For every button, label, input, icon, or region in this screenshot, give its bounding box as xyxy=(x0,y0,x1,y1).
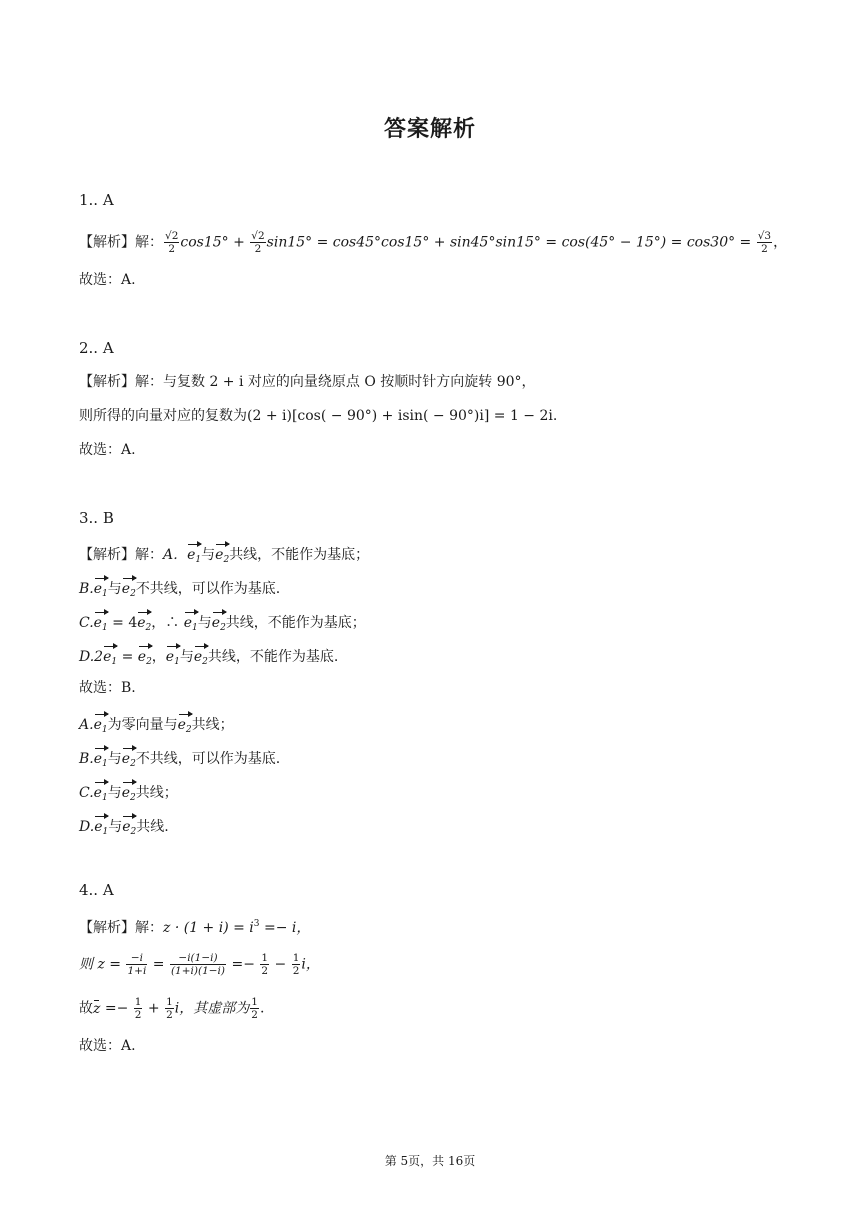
vector-e1: $e_1$ xyxy=(94,746,108,774)
vector-e1: $e_1$ xyxy=(187,542,201,570)
analysis-tag: 【解析】 xyxy=(79,374,135,390)
fraction-one-half: $\frac{1}{2}$ xyxy=(261,952,269,977)
vector-e1: $e_1$ xyxy=(94,814,108,842)
vector-e1: $e_1$ xyxy=(94,610,108,638)
analysis-tag: 【解析】 xyxy=(79,234,135,251)
z-conjugate: z xyxy=(93,1000,101,1017)
analysis-tag: 【解析】 xyxy=(79,920,135,936)
q4-line-1: 【解析】解：$z \cdot (1 + i) = i^3 =- i$， xyxy=(79,919,311,936)
vector-e1: $e_1$ xyxy=(166,644,180,672)
vector-e2: $e_2$ xyxy=(122,780,136,808)
solution-label: 解： xyxy=(135,234,163,251)
q2-heading: 2.. A xyxy=(79,339,114,357)
fraction-one-half: $\frac{1}{2}$ xyxy=(251,996,258,1021)
q2-choice: 故选：A. xyxy=(79,442,136,458)
page-footer: 第 5页，共 16页 xyxy=(384,1154,476,1168)
vector-e1: $e_1$ xyxy=(94,576,108,604)
vector-e2: $e_2$ xyxy=(194,644,208,672)
vector-e2: $e_2$ xyxy=(212,610,226,638)
analysis-tag: 【解析】 xyxy=(79,547,135,563)
vector-e2: $e_2$ xyxy=(178,712,192,740)
fraction-one-half: $\frac{1}{2}$ xyxy=(166,996,173,1021)
vector-e2: $e_2$ xyxy=(122,746,136,774)
q4-heading: 4.. A xyxy=(79,881,114,899)
vector-e2: $e_2$ xyxy=(137,610,151,638)
vector-e2: $e_2$ xyxy=(215,542,229,570)
fraction-one-half: $\frac{1}{2}$ xyxy=(134,996,142,1021)
q3-line-a: 【解析】解：A．$e_1$与$e_2$共线，不能作为基底； xyxy=(79,542,369,570)
q3-line-c: $C.e_1 = 4e_2$，∴ $e_1$与$e_2$共线，不能作为基底； xyxy=(79,610,366,638)
fraction-expanded: $\frac{-i(1-i)}{(1+i)(1-i)}$ xyxy=(170,952,226,977)
solution-label: 解： xyxy=(135,547,163,563)
vector-e2: $e_2$ xyxy=(122,814,136,842)
q1-expression: sin15° = cos45°cos15° + sin45°sin15° = cos(45° − 15°) = cos30° = xyxy=(266,234,756,251)
q3-line-d: $D.2e_1 = e_2$，$e_1$与$e_2$共线，不能作为基底. xyxy=(79,644,338,672)
q1-choice: 故选：A. xyxy=(79,272,136,288)
q3-note-b: $B.e_1$与$e_2$不共线，可以作为基底. xyxy=(79,746,280,774)
q3-choice: 故选：B. xyxy=(79,680,136,696)
fraction-sqrt2-over-2: $\frac{√2}{2}$ xyxy=(251,230,265,255)
page-title: 答案解析 xyxy=(383,117,476,142)
q1-solution-line: 【解析】解： $\frac{√2}{2}$ cos15° + $\frac{√2}{2}$ sin15° = cos45°cos15° + sin45°sin15° = cos(45° − 15°) = cos30° = $\frac{√3}{2}$ ， xyxy=(79,230,788,255)
q2-text-1: 与复数 2 + i 对应的向量绕原点 O 按顺时针方向旋转 90°， xyxy=(163,374,536,390)
q3-heading: 3.. B xyxy=(79,509,114,527)
q3-note-c: $C.e_1$与$e_2$共线； xyxy=(79,780,178,808)
fraction-one-half: $\frac{1}{2}$ xyxy=(292,952,300,977)
vector-e1: $e_1$ xyxy=(103,644,117,672)
q3-line-b: $B.e_1$与$e_2$不共线，可以作为基底. xyxy=(79,576,280,604)
q2-solution-line-2: 则所得的向量对应的复数为(2 + i)[cos( − 90°) + isin( − 90°)i] = 1 − 2i. xyxy=(79,408,558,424)
q1-term-cos: cos15° + xyxy=(180,234,250,251)
q4-line-3: 故z =− $\frac{1}{2}$ + $\frac{1}{2}$ i，其虚部为 $\frac{1}{2}$ . xyxy=(79,996,265,1021)
q3-note-d: $D.e_1$与$e_2$共线. xyxy=(79,814,169,842)
q1-heading: 1.. A xyxy=(79,191,114,209)
q2-solution-line-1 xyxy=(79,372,536,392)
q4-line-2: 则 z = $\frac{-i}{1+i}$ = $\frac{-i(1-i)}{(1+i)(1-i)}$ =− $\frac{1}{2}$ − $\frac{1}{2}$ i， xyxy=(79,952,320,977)
vector-e1: $e_1$ xyxy=(94,712,108,740)
vector-e1: $e_1$ xyxy=(184,610,198,638)
fraction-minus-i-over-1-plus-i: $\frac{-i}{1+i}$ xyxy=(127,952,147,977)
q4-choice: 故选：A. xyxy=(79,1038,136,1054)
fraction-sqrt2-over-2: $\frac{√2}{2}$ xyxy=(165,230,179,255)
vector-e2: $e_2$ xyxy=(122,576,136,604)
vector-e1: $e_1$ xyxy=(94,780,108,808)
q3-note-a: $A.e_1$为零向量与$e_2$共线； xyxy=(79,712,234,740)
vector-e2: $e_2$ xyxy=(138,644,152,672)
solution-label: 解： xyxy=(135,920,163,936)
solution-label: 解： xyxy=(135,374,163,390)
fraction-sqrt3-over-2: $\frac{√3}{2}$ xyxy=(757,230,772,255)
